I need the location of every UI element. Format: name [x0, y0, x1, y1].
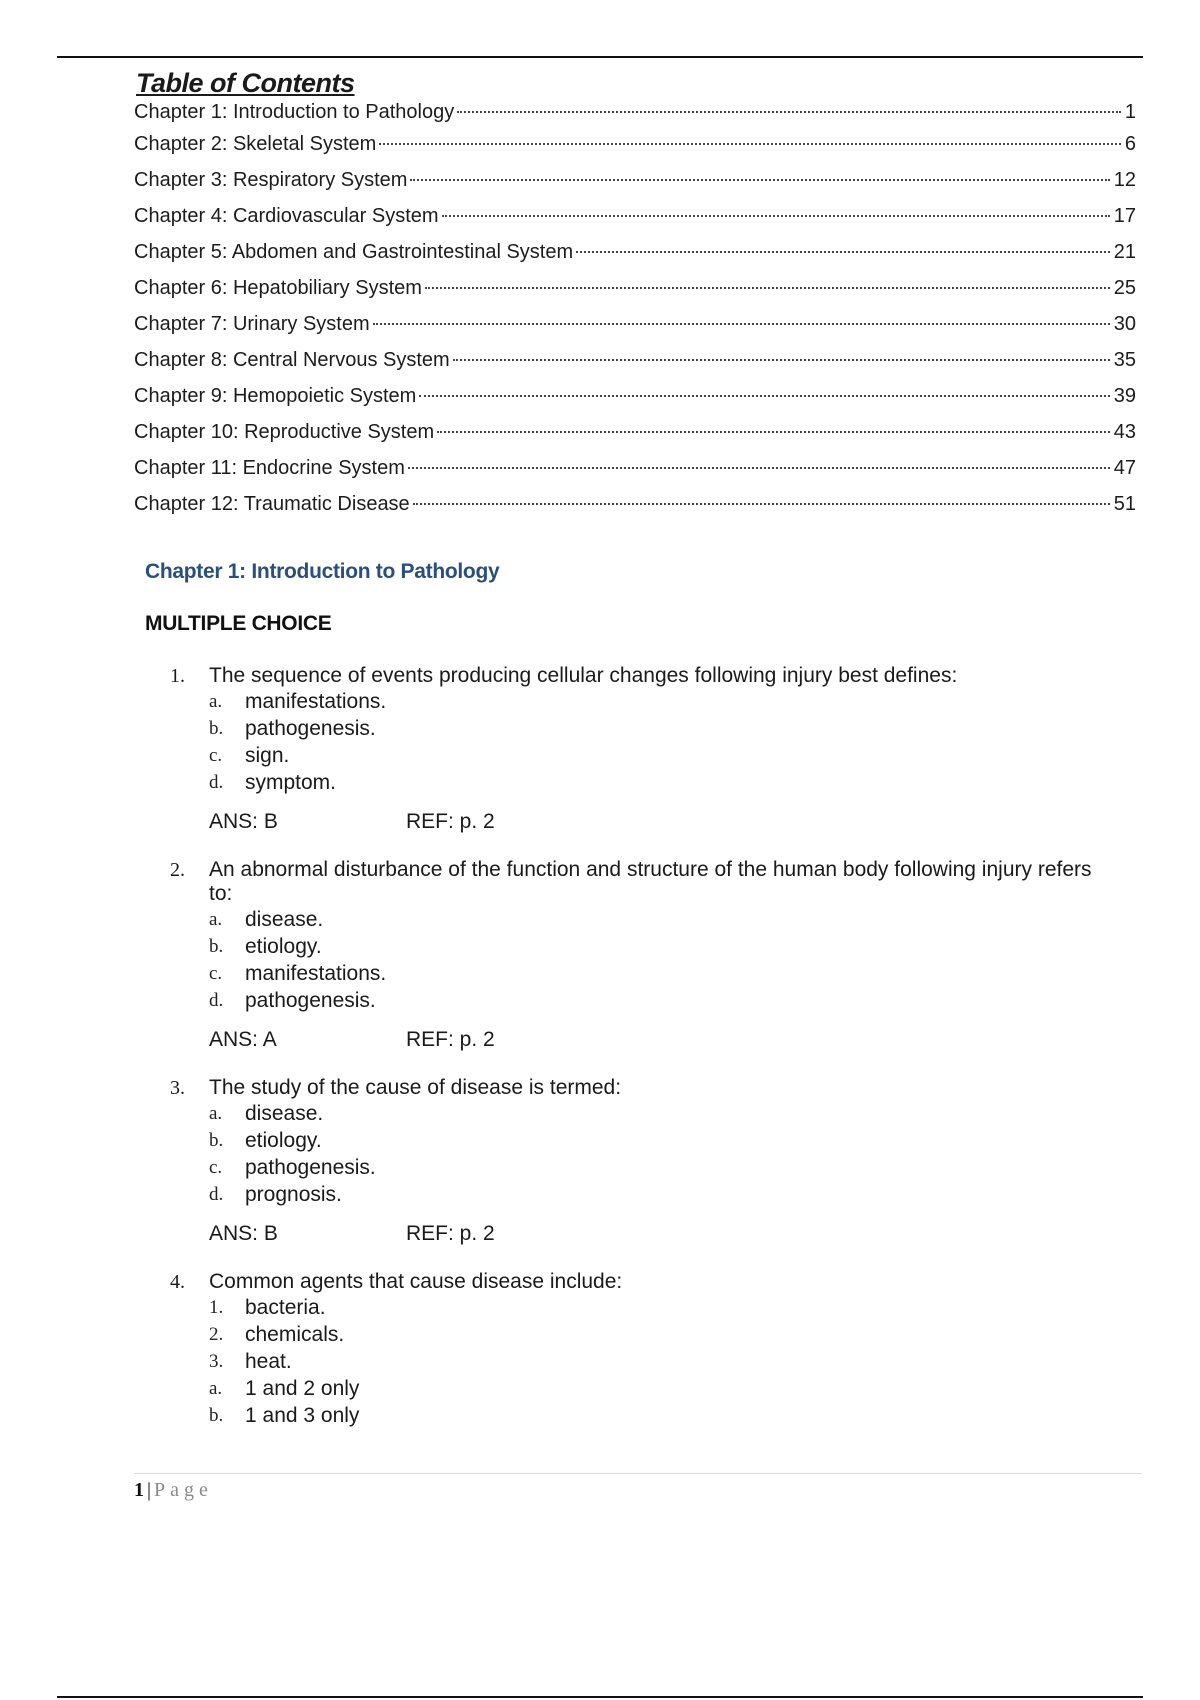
bottom-rule	[57, 1696, 1143, 1698]
toc-entry-link[interactable]	[134, 492, 1136, 528]
toc-entry-label: Chapter 7: Urinary System	[134, 313, 370, 335]
toc-entry-page: 51	[1113, 493, 1136, 515]
option-letter: d.	[209, 990, 224, 1011]
toc-dot-leader	[419, 395, 1109, 397]
page-footer	[134, 1479, 213, 1502]
question-row	[170, 1076, 1130, 1100]
toc-entry-page: 6	[1124, 133, 1136, 155]
answer-reference-row	[209, 810, 1130, 834]
footer-page-number: 1	[134, 1479, 144, 1501]
toc-entry-label: Chapter 11: Endocrine System	[134, 457, 405, 479]
toc-dot-leader	[413, 503, 1110, 505]
answer-option	[209, 1294, 1130, 1321]
answer-option	[209, 1154, 1130, 1181]
toc-entry-link[interactable]	[134, 312, 1136, 348]
answer-reference-row	[209, 1222, 1130, 1246]
toc-entry-link[interactable]	[134, 100, 1136, 132]
toc-dot-leader	[453, 359, 1110, 361]
answer-option	[209, 1181, 1130, 1208]
toc-entry-link[interactable]	[134, 276, 1136, 312]
option-text: symptom.	[245, 771, 337, 794]
option-letter: c.	[209, 963, 223, 984]
answer-key: ANS: A	[209, 1028, 277, 1051]
option-letter: c.	[209, 745, 223, 766]
question-item	[170, 1270, 1130, 1429]
answer-option	[209, 906, 1130, 933]
option-text: etiology.	[245, 1129, 322, 1152]
toc-entry-label: Chapter 4: Cardiovascular System	[134, 205, 439, 227]
answer-option	[209, 1375, 1130, 1402]
option-text: 1 and 2 only	[245, 1377, 360, 1400]
toc-dot-leader	[410, 179, 1109, 181]
answer-key: ANS: B	[209, 810, 278, 833]
option-letter: a.	[209, 909, 223, 930]
question-row	[170, 664, 1130, 688]
toc-dot-leader	[379, 143, 1121, 145]
option-letter: 3.	[209, 1351, 224, 1372]
toc-dot-leader	[373, 323, 1110, 325]
answer-option	[209, 1321, 1130, 1348]
option-letter: b.	[209, 936, 224, 957]
toc-entry-link[interactable]	[134, 348, 1136, 384]
answer-option	[209, 960, 1130, 987]
toc-entry-label: Chapter 3: Respiratory System	[134, 169, 408, 191]
toc-dot-leader	[457, 111, 1121, 113]
toc-entry-page: 39	[1113, 385, 1136, 407]
answer-option	[209, 688, 1130, 715]
answer-reference-row	[209, 1028, 1130, 1052]
answer-option	[209, 1127, 1130, 1154]
footer-page-label: Page	[154, 1479, 213, 1501]
toc-entry-link[interactable]	[134, 168, 1136, 204]
answer-key: ANS: B	[209, 1222, 278, 1245]
toc-entry-label: Chapter 12: Traumatic Disease	[134, 493, 410, 515]
question-list	[170, 664, 1130, 1453]
toc-dot-leader	[425, 287, 1110, 289]
option-text: etiology.	[245, 935, 322, 958]
option-letter: d.	[209, 1184, 224, 1205]
answer-option	[209, 987, 1130, 1014]
option-text: manifestations.	[245, 690, 387, 713]
option-text: pathogenesis.	[245, 717, 376, 740]
answer-option	[209, 933, 1130, 960]
question-number: 4.	[170, 1271, 185, 1293]
toc-entry-page: 47	[1113, 457, 1136, 479]
question-text: Common agents that cause disease include:	[209, 1270, 623, 1293]
question-item	[170, 664, 1130, 834]
option-letter: 1.	[209, 1297, 224, 1318]
table-of-contents	[134, 66, 1136, 528]
toc-entry-label: Chapter 10: Reproductive System	[134, 421, 435, 443]
option-text: heat.	[245, 1350, 292, 1373]
option-text: disease.	[245, 908, 324, 931]
option-letter: c.	[209, 1157, 223, 1178]
option-text: sign.	[245, 744, 290, 767]
option-letter: d.	[209, 772, 224, 793]
option-letter: 2.	[209, 1324, 224, 1345]
answer-option	[209, 1402, 1130, 1429]
option-text: disease.	[245, 1102, 324, 1125]
question-row	[170, 858, 1130, 906]
question-item	[170, 1076, 1130, 1246]
footer-rule	[134, 1473, 1142, 1474]
option-text: 1 and 3 only	[245, 1404, 360, 1427]
toc-title: Table of Contents	[136, 68, 355, 98]
toc-dot-leader	[576, 251, 1110, 253]
answer-option	[209, 715, 1130, 742]
toc-entry-page: 30	[1113, 313, 1136, 335]
option-letter: b.	[209, 718, 224, 739]
toc-entry-link[interactable]	[134, 204, 1136, 240]
option-letter: b.	[209, 1405, 224, 1426]
question-item	[170, 858, 1130, 1052]
reference: REF: p. 2	[406, 810, 495, 833]
answer-option	[209, 1100, 1130, 1127]
toc-entry-page: 1	[1124, 101, 1136, 123]
question-text: An abnormal disturbance of the function and structure of the human body following injury refers to:	[209, 858, 1092, 905]
toc-entry-label: Chapter 9: Hemopoietic System	[134, 385, 417, 407]
answer-option	[209, 742, 1130, 769]
answer-option	[209, 769, 1130, 796]
toc-entry-link[interactable]	[134, 456, 1136, 492]
toc-dot-leader	[442, 215, 1110, 217]
option-letter: a.	[209, 1378, 223, 1399]
toc-dot-leader	[408, 467, 1110, 469]
option-text: prognosis.	[245, 1183, 342, 1206]
question-number: 1.	[170, 665, 185, 687]
toc-entry-label: Chapter 8: Central Nervous System	[134, 349, 450, 371]
top-rule	[57, 56, 1143, 58]
toc-entry-label: Chapter 5: Abdomen and Gastrointestinal System	[134, 241, 574, 263]
toc-entry-page: 21	[1113, 241, 1136, 263]
option-letter: b.	[209, 1130, 224, 1151]
question-number: 2.	[170, 859, 185, 881]
question-number: 3.	[170, 1077, 185, 1099]
toc-entry-link[interactable]	[134, 384, 1136, 420]
toc-entries	[134, 100, 1136, 528]
toc-entry-link[interactable]	[134, 240, 1136, 276]
option-letter: a.	[209, 1103, 223, 1124]
toc-entry-page: 12	[1113, 169, 1136, 191]
question-text: The study of the cause of disease is termed:	[209, 1076, 622, 1099]
reference: REF: p. 2	[406, 1222, 495, 1245]
toc-entry-link[interactable]	[134, 420, 1136, 456]
answer-option	[209, 1348, 1130, 1375]
toc-entry-link[interactable]	[134, 132, 1136, 168]
toc-entry-label: Chapter 2: Skeletal System	[134, 133, 377, 155]
question-text: The sequence of events producing cellular changes following injury best defines:	[209, 664, 958, 687]
reference: REF: p. 2	[406, 1028, 495, 1051]
section-heading: MULTIPLE CHOICE	[145, 612, 332, 635]
toc-dot-leader	[437, 431, 1110, 433]
toc-entry-page: 43	[1113, 421, 1136, 443]
toc-entry-label: Chapter 6: Hepatobiliary System	[134, 277, 422, 299]
toc-entry-label: Chapter 1: Introduction to Pathology	[134, 101, 455, 123]
option-text: chemicals.	[245, 1323, 345, 1346]
chapter-heading: Chapter 1: Introduction to Pathology	[145, 560, 500, 583]
footer-separator: |	[147, 1479, 152, 1501]
toc-entry-page: 17	[1113, 205, 1136, 227]
option-text: bacteria.	[245, 1296, 326, 1319]
option-letter: a.	[209, 691, 223, 712]
toc-entry-page: 25	[1113, 277, 1136, 299]
option-text: pathogenesis.	[245, 989, 376, 1012]
question-row	[170, 1270, 1130, 1294]
option-text: pathogenesis.	[245, 1156, 376, 1179]
option-text: manifestations.	[245, 962, 387, 985]
toc-entry-page: 35	[1113, 349, 1136, 371]
